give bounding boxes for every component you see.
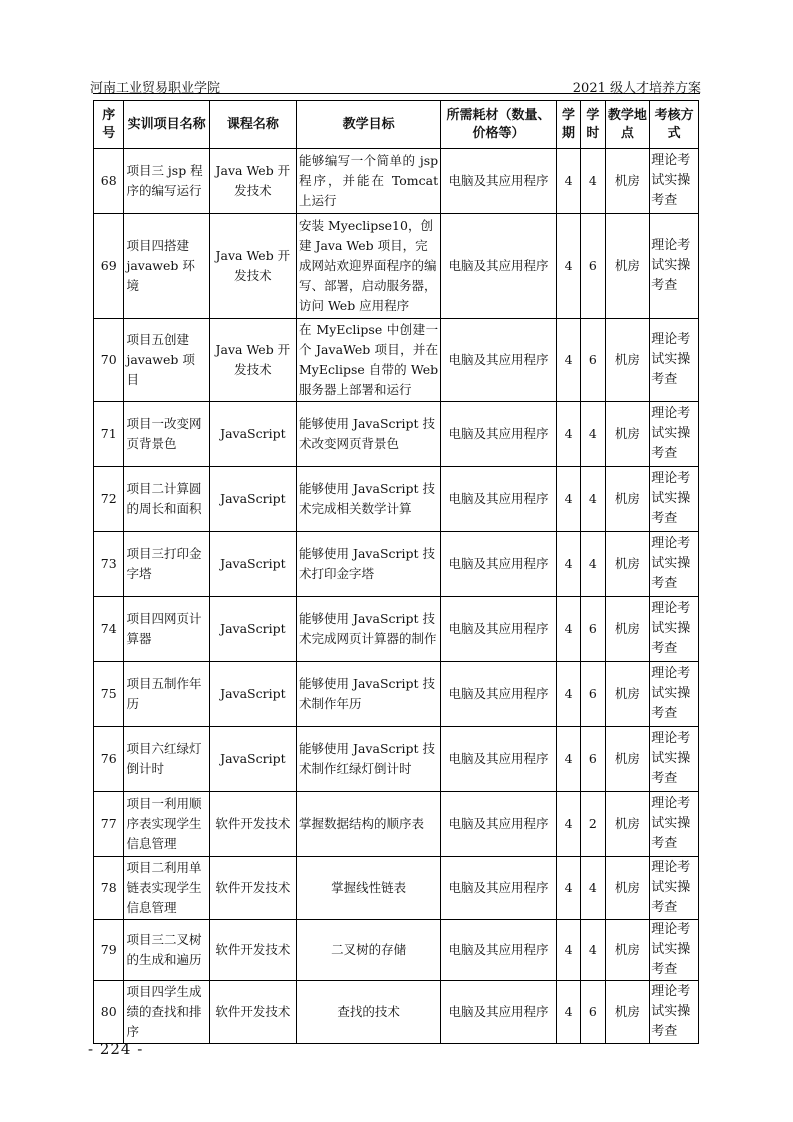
table-row [94, 727, 699, 792]
course-name-cell: JavaScript [209, 532, 296, 597]
table-row [94, 662, 699, 727]
hours-cell: 4 [581, 532, 605, 597]
semester-cell: 4 [556, 467, 580, 532]
table-row [94, 981, 699, 1044]
project-name-cell: 项目四搭建 javaweb 环境 [124, 214, 209, 319]
semester-cell: 4 [556, 319, 580, 402]
table-row [94, 214, 699, 319]
hours-cell: 6 [581, 319, 605, 402]
exam-method-cell: 理论考试实操考查 [650, 319, 699, 402]
exam-method-cell: 理论考试实操考查 [650, 857, 699, 920]
course-name-cell: JavaScript [209, 467, 296, 532]
training-projects-table [93, 100, 699, 1044]
col-header-semester: 学期 [556, 101, 580, 149]
table-row [94, 920, 699, 981]
exam-method-cell: 理论考试实操考查 [650, 792, 699, 857]
project-name-cell: 项目二利用单链表实现学生信息管理 [124, 857, 209, 920]
course-name-cell: 软件开发技术 [209, 920, 296, 981]
location-cell: 机房 [605, 402, 650, 467]
semester-cell: 4 [556, 662, 580, 727]
semester-cell: 4 [556, 857, 580, 920]
row-no-cell: 74 [94, 597, 124, 662]
col-header-materials: 所需耗材（数量、价格等） [441, 101, 557, 149]
location-cell: 机房 [605, 149, 650, 214]
teaching-goal-cell: 查找的技术 [297, 981, 441, 1044]
col-header-project: 实训项目名称 [124, 101, 209, 149]
exam-method-cell: 理论考试实操考查 [650, 727, 699, 792]
project-name-cell: 项目四网页计算器 [124, 597, 209, 662]
row-no-cell: 77 [94, 792, 124, 857]
teaching-goal-cell: 能够编写一个简单的 jsp 程序，并能在 Tomcat 上运行 [297, 149, 441, 214]
teaching-goal-cell: 能够使用 JavaScript 技术完成网页计算器的制作 [297, 597, 441, 662]
hours-cell: 4 [581, 149, 605, 214]
semester-cell: 4 [556, 402, 580, 467]
table-header-row [94, 101, 699, 149]
hours-cell: 6 [581, 214, 605, 319]
location-cell: 机房 [605, 214, 650, 319]
materials-cell: 电脑及其应用程序 [441, 981, 557, 1044]
materials-cell: 电脑及其应用程序 [441, 402, 557, 467]
row-no-cell: 73 [94, 532, 124, 597]
exam-method-cell: 理论考试实操考查 [650, 920, 699, 981]
materials-cell: 电脑及其应用程序 [441, 727, 557, 792]
materials-cell: 电脑及其应用程序 [441, 920, 557, 981]
materials-cell: 电脑及其应用程序 [441, 792, 557, 857]
course-name-cell: 软件开发技术 [209, 981, 296, 1044]
course-name-cell: JavaScript [209, 597, 296, 662]
header-doc-title: 2021 级人才培养方案 [572, 81, 701, 96]
table-row [94, 597, 699, 662]
exam-method-cell: 理论考试实操考查 [650, 467, 699, 532]
location-cell: 机房 [605, 920, 650, 981]
semester-cell: 4 [556, 597, 580, 662]
location-cell: 机房 [605, 857, 650, 920]
row-no-cell: 70 [94, 319, 124, 402]
project-name-cell: 项目一改变网页背景色 [124, 402, 209, 467]
teaching-goal-cell: 二叉树的存储 [297, 920, 441, 981]
teaching-goal-cell: 能够使用 JavaScript 技术制作红绿灯倒计时 [297, 727, 441, 792]
materials-cell: 电脑及其应用程序 [441, 214, 557, 319]
hours-cell: 6 [581, 727, 605, 792]
course-name-cell: JavaScript [209, 727, 296, 792]
col-header-course: 课程名称 [209, 101, 296, 149]
location-cell: 机房 [605, 792, 650, 857]
course-name-cell: Java Web 开发技术 [209, 214, 296, 319]
materials-cell: 电脑及其应用程序 [441, 597, 557, 662]
semester-cell: 4 [556, 920, 580, 981]
table-row [94, 149, 699, 214]
location-cell: 机房 [605, 319, 650, 402]
course-name-cell: 软件开发技术 [209, 792, 296, 857]
teaching-goal-cell: 能够使用 JavaScript 技术打印金字塔 [297, 532, 441, 597]
materials-cell: 电脑及其应用程序 [441, 857, 557, 920]
project-name-cell: 项目四学生成绩的查找和排序 [124, 981, 209, 1044]
hours-cell: 4 [581, 857, 605, 920]
exam-method-cell: 理论考试实操考查 [650, 597, 699, 662]
course-name-cell: JavaScript [209, 662, 296, 727]
table-row [94, 532, 699, 597]
teaching-goal-cell: 掌握数据结构的顺序表 [297, 792, 441, 857]
row-no-cell: 78 [94, 857, 124, 920]
exam-method-cell: 理论考试实操考查 [650, 532, 699, 597]
location-cell: 机房 [605, 467, 650, 532]
hours-cell: 6 [581, 662, 605, 727]
materials-cell: 电脑及其应用程序 [441, 467, 557, 532]
hours-cell: 4 [581, 920, 605, 981]
row-no-cell: 75 [94, 662, 124, 727]
table-row [94, 792, 699, 857]
row-no-cell: 69 [94, 214, 124, 319]
location-cell: 机房 [605, 727, 650, 792]
exam-method-cell: 理论考试实操考查 [650, 402, 699, 467]
semester-cell: 4 [556, 981, 580, 1044]
project-name-cell: 项目三 jsp 程序的编写运行 [124, 149, 209, 214]
exam-method-cell: 理论考试实操考查 [650, 981, 699, 1044]
hours-cell: 2 [581, 792, 605, 857]
exam-method-cell: 理论考试实操考查 [650, 214, 699, 319]
course-name-cell: Java Web 开发技术 [209, 149, 296, 214]
hours-cell: 6 [581, 981, 605, 1044]
course-name-cell: 软件开发技术 [209, 857, 296, 920]
materials-cell: 电脑及其应用程序 [441, 532, 557, 597]
hours-cell: 4 [581, 402, 605, 467]
col-header-location: 教学地点 [605, 101, 650, 149]
project-name-cell: 项目五创建 javaweb 项目 [124, 319, 209, 402]
materials-cell: 电脑及其应用程序 [441, 149, 557, 214]
hours-cell: 6 [581, 597, 605, 662]
teaching-goal-cell: 掌握线性链表 [297, 857, 441, 920]
location-cell: 机房 [605, 981, 650, 1044]
header-institution: 河南工业贸易职业学院 [90, 81, 221, 96]
course-name-cell: JavaScript [209, 402, 296, 467]
materials-cell: 电脑及其应用程序 [441, 319, 557, 402]
location-cell: 机房 [605, 532, 650, 597]
location-cell: 机房 [605, 597, 650, 662]
semester-cell: 4 [556, 149, 580, 214]
project-name-cell: 项目六红绿灯倒计时 [124, 727, 209, 792]
teaching-goal-cell: 在 MyEclipse 中创建一个 JavaWeb 项目，并在 MyEclipse 自带的 Web 服务器上部署和运行 [297, 319, 441, 402]
project-name-cell: 项目五制作年历 [124, 662, 209, 727]
col-header-goal: 教学目标 [297, 101, 441, 149]
teaching-goal-cell: 能够使用 JavaScript 技术完成相关数学计算 [297, 467, 441, 532]
location-cell: 机房 [605, 662, 650, 727]
row-no-cell: 79 [94, 920, 124, 981]
semester-cell: 4 [556, 532, 580, 597]
row-no-cell: 72 [94, 467, 124, 532]
project-name-cell: 项目二计算圆的周长和面积 [124, 467, 209, 532]
col-header-hours: 学时 [581, 101, 605, 149]
table-row [94, 857, 699, 920]
semester-cell: 4 [556, 727, 580, 792]
semester-cell: 4 [556, 214, 580, 319]
row-no-cell: 76 [94, 727, 124, 792]
exam-method-cell: 理论考试实操考查 [650, 662, 699, 727]
row-no-cell: 80 [94, 981, 124, 1044]
col-header-no: 序号 [94, 101, 124, 149]
table-row [94, 319, 699, 402]
materials-cell: 电脑及其应用程序 [441, 662, 557, 727]
page-number: - 224 - [88, 1040, 144, 1058]
exam-method-cell: 理论考试实操考查 [650, 149, 699, 214]
project-name-cell: 项目三打印金字塔 [124, 532, 209, 597]
teaching-goal-cell: 能够使用 JavaScript 技术改变网页背景色 [297, 402, 441, 467]
teaching-goal-cell: 能够使用 JavaScript 技术制作年历 [297, 662, 441, 727]
teaching-goal-cell: 安装 Myeclipse10，创建 Java Web 项目，完成网站欢迎界面程序的编写、部署，启动服务器，访问 Web 应用程序 [297, 214, 441, 319]
table-row [94, 402, 699, 467]
header-rule [93, 93, 700, 94]
course-name-cell: Java Web 开发技术 [209, 319, 296, 402]
project-name-cell: 项目一利用顺序表实现学生信息管理 [124, 792, 209, 857]
row-no-cell: 71 [94, 402, 124, 467]
project-name-cell: 项目三二叉树的生成和遍历 [124, 920, 209, 981]
table-row [94, 467, 699, 532]
row-no-cell: 68 [94, 149, 124, 214]
semester-cell: 4 [556, 792, 580, 857]
col-header-exam: 考核方式 [650, 101, 699, 149]
hours-cell: 4 [581, 467, 605, 532]
